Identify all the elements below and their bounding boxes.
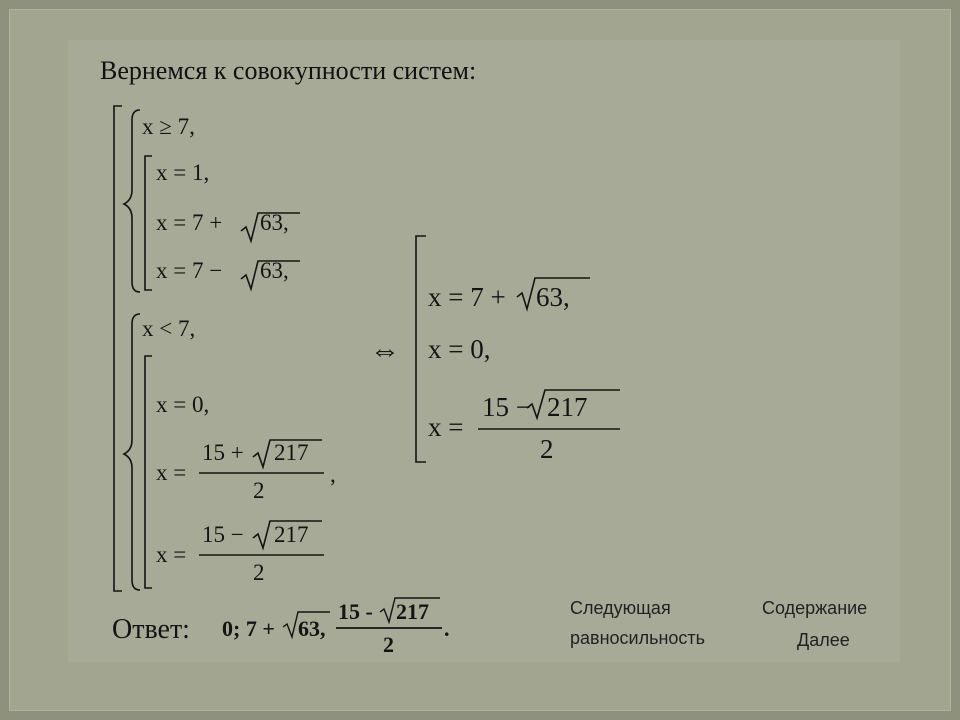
system2-brace	[124, 314, 140, 590]
right-eq3-prefix: x =	[428, 412, 464, 442]
den-2-a: 2	[253, 478, 265, 503]
right-root-217: 217	[547, 392, 588, 422]
right-eq1: x = 7 +	[428, 282, 506, 312]
equivalence-arrow: ⇔	[370, 334, 400, 367]
right-den: 2	[540, 434, 554, 464]
den-2-b: 2	[253, 560, 265, 585]
inner-bracket-1	[145, 156, 152, 290]
outer-collection-bracket	[114, 106, 122, 591]
root-63-a: 63,	[260, 210, 289, 235]
cond-x-lt-7: x < 7,	[142, 316, 196, 341]
answer-root-217: 217	[396, 599, 429, 624]
eq-x-frac2-prefix: x =	[156, 542, 187, 567]
slide-title: Вернемся к совокупности систем:	[100, 56, 477, 85]
right-num: 15 −	[482, 392, 531, 422]
num-15-plus: 15 +	[202, 440, 244, 465]
eq-x-7-minus: x = 7 −	[156, 258, 223, 283]
num-15-minus: 15 −	[202, 522, 244, 547]
further-link[interactable]: Далее	[797, 630, 850, 650]
next-equivalence-link-line1[interactable]: Следующая	[570, 598, 671, 618]
answer-den: 2	[383, 632, 394, 657]
answer-root-63: 63,	[298, 616, 326, 641]
eq-x-1: x = 1,	[156, 160, 210, 185]
answer-label: Ответ:	[112, 614, 190, 645]
next-equivalence-link-line2[interactable]: равносильность	[570, 628, 706, 648]
answer-end: .	[444, 616, 450, 641]
right-root-63: 63,	[536, 282, 570, 312]
cond-x-ge-7: x ≥ 7,	[142, 114, 195, 139]
answer-part1: 0; 7 +	[222, 616, 275, 641]
answer-num: 15 -	[338, 599, 373, 624]
system1-brace	[124, 110, 140, 292]
eq-x-frac1-prefix: x =	[156, 460, 187, 485]
contents-link[interactable]: Содержание	[762, 598, 868, 618]
eq-x-7-plus: x = 7 +	[156, 210, 223, 235]
right-bracket	[416, 236, 426, 462]
right-eq2: x = 0,	[428, 334, 491, 364]
inner-bracket-2	[145, 356, 152, 588]
root-217-b: 217	[274, 522, 309, 547]
trailing-comma: ,	[330, 462, 336, 487]
root-217-a: 217	[274, 440, 309, 465]
root-63-b: 63,	[260, 258, 289, 283]
eq-x-0-left: x = 0,	[156, 392, 210, 417]
